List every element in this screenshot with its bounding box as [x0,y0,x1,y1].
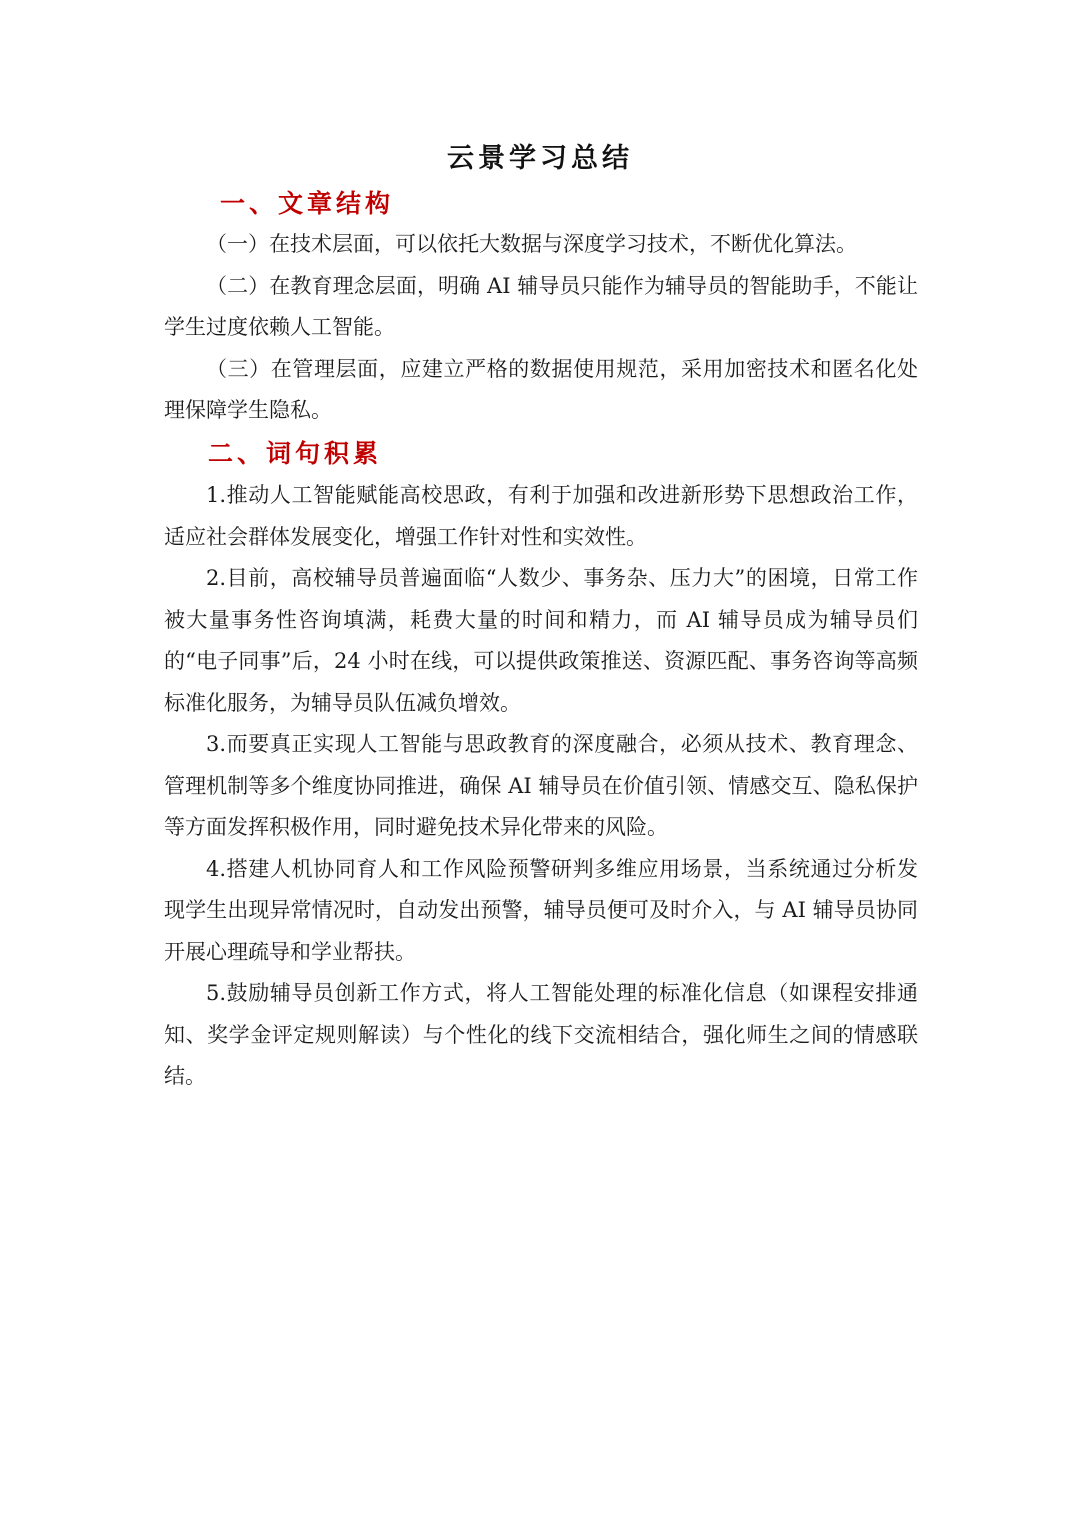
paragraph: 1.推动人工智能赋能高校思政，有利于加强和改进新形势下思想政治工作，适应社会群体发展变化，增强工作针对性和实效性。 [164,483,918,549]
paragraph: （三）在管理层面，应建立严格的数据使用规范，采用加密技术和匿名化处理保障学生隐私。 [164,356,918,422]
paragraph: 4.搭建人机协同育人和工作风险预警研判多维应用场景，当系统通过分析发现学生出现异常情况时，自动发出预警，辅导员便可及时介入，与 AI 辅导员协同开展心理疏导和学业帮扶。 [164,856,918,964]
paragraph: 5.鼓励辅导员创新工作方式，将人工智能处理的标准化信息（如课程安排通知、奖学金评定规则解读）与个性化的线下交流相结合，强化师生之间的情感联结。 [164,981,918,1088]
section-heading-structure: 一、文章结构 [220,189,395,218]
paragraph: （二）在教育理念层面，明确 AI 辅导员只能作为辅导员的智能助手，不能让学生过度依赖人工智能。 [164,273,918,339]
section-heading-phrases: 二、词句积累 [208,439,383,468]
paragraph: 2.目前，高校辅导员普遍面临“人数少、事务杂、压力大”的困境，日常工作被大量事务性咨询填满，耗费大量的时间和精力，而 AI 辅导员成为辅导员们的“电子同事”后，24 小时在线，可以提供政策推送、资源匹配、事务咨询等高频标准化服务，为辅导员队伍减负增效。 [164,566,918,715]
section-body-phrases [164,475,918,1098]
document-title: 云景学习总结 [447,143,633,174]
paragraph: 3.而要真正实现人工智能与思政教育的深度融合，必须从技术、教育理念、管理机制等多个维度协同推进，确保 AI 辅导员在价值引领、情感交互、隐私保护等方面发挥积极作用，同时避免技术异化带来的风险。 [164,732,918,839]
paragraph: （一）在技术层面，可以依托大数据与深度学习技术，不断优化算法。 [206,232,857,256]
section-body-structure [164,224,918,432]
